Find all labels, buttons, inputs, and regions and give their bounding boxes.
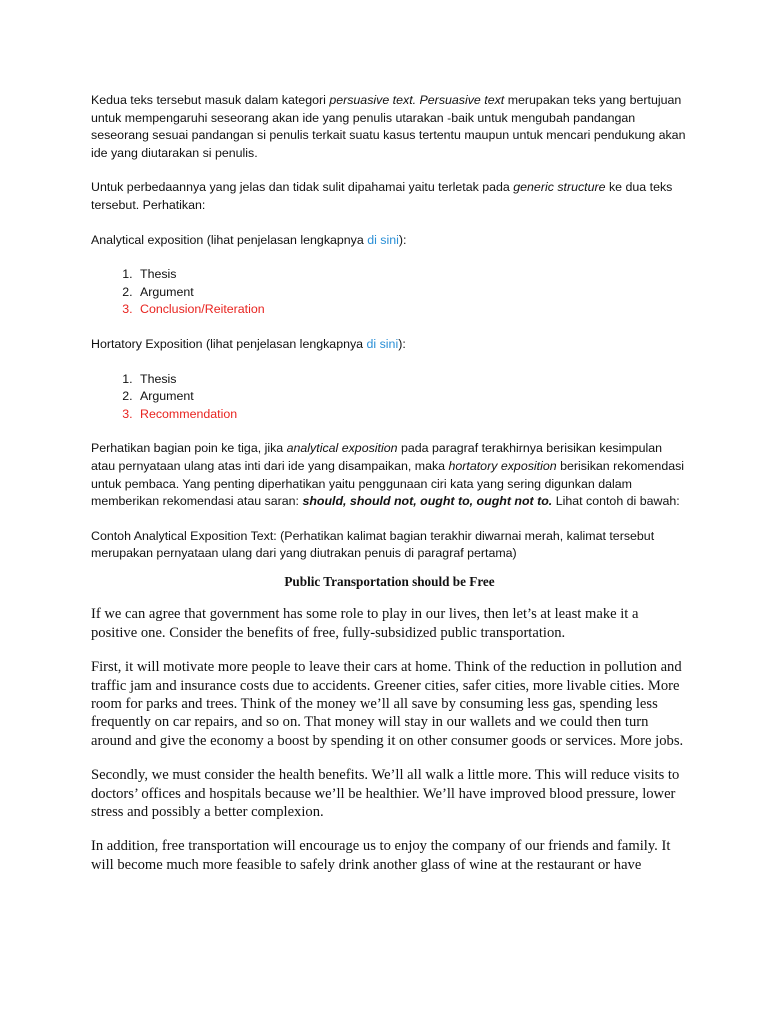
essay-paragraph: Secondly, we must consider the health benefits. We’ll all walk a little more. This will reduce visits to doctors’ offices and hospitals because we’ll be healthier. We’ll have improved blood pressure, lower stress and possibly a better complexion.: [91, 767, 680, 820]
italic-term: persuasive text. Persuasive text: [329, 93, 505, 107]
text-run: Perhatikan bagian poin ke tiga, jika: [91, 441, 287, 456]
hortatory-structure-list: [91, 371, 688, 424]
bold-italic-keywords: should, should not, ought to, ought not to.: [302, 494, 553, 509]
hortatory-intro: [91, 336, 688, 354]
text-run: Kedua teks tersebut masuk dalam kategori: [91, 93, 330, 107]
essay-title: Public Transportation should be Free: [284, 573, 495, 589]
text-run: merupakan teks yang bertujuan untuk mempengaruhi seseorang akan ide yang penulis utarakan -baik untuk mengubah pandangan seseorang sesuai pandangan si penulis terkait suatu kasus tertentu maupun untuk mencari pendukung akan ide yang diutarakan si penulis.: [91, 93, 686, 160]
list-item-highlighted: 3. Recommendation: [136, 406, 688, 424]
text-run: ke dua teks tersebut. Perhatikan:: [91, 180, 673, 212]
list-item: 2. Argument: [136, 388, 688, 406]
list-item: 1. Thesis: [136, 266, 688, 284]
analytical-link[interactable]: di sini: [367, 232, 399, 247]
list-item: 2. Argument: [136, 284, 688, 302]
essay-paragraph: First, it will motivate more people to leave their cars at home. Think of the reduction in pollution and traffic jam and insurance costs due to accidents. Greener cities, safer cities, more livable cities. More room for parks and trees. Think of the money we’ll all save by consuming less gas, spending less frequently on car repairs, and so on. That money will stay in our wallets and we could then turn around and give the economy a boost by spending it on other consumer goods or services. More jobs.: [91, 659, 684, 749]
text-run: Hortatory Exposition (lihat penjelasan lengkapnya: [91, 336, 367, 351]
structure-paragraph: [91, 179, 688, 214]
text-run: Untuk perbedaannya yang jelas dan tidak sulit dipahamai yaitu terletak pada: [91, 180, 514, 195]
essay-paragraph: If we can agree that government has some role to play in our lives, then let’s at least make it a positive one. Consider the benefits of free, fully-subsidized public transportation.: [91, 606, 639, 641]
italic-term: hortatory exposition: [448, 458, 557, 473]
list-item: 1. Thesis: [136, 371, 688, 389]
list-item-highlighted: 3. Conclusion/Reiteration: [136, 301, 688, 319]
italic-term: analytical exposition: [286, 441, 398, 456]
italic-term: generic structure: [513, 180, 606, 195]
comparison-paragraph: [91, 440, 688, 510]
analytical-structure-list: [91, 266, 688, 319]
text-run: pada paragraf terakhirnya berisikan kesimpulan atau pernyataan ulang atas inti dari ide yang disampaikan, maka: [91, 441, 663, 473]
text-run: berisikan rekomendasi untuk pembaca. Yang penting diperhatikan yaitu penggunaan ciri kata yang sering digunkan dalam memberikan rekomendasi atau saran:: [91, 458, 685, 509]
text-run: ):: [398, 336, 406, 351]
essay-paragraph: In addition, free transportation will encourage us to enjoy the company of our friends and family. It will become much more feasible to safely drink another glass of wine at the restaurant or have: [91, 838, 671, 873]
analytical-intro: [91, 232, 688, 250]
text-run: Analytical exposition (lihat penjelasan lengkapnya: [91, 232, 368, 247]
text-run: ):: [398, 232, 407, 247]
text-run: Lihat contoh di bawah:: [552, 494, 680, 509]
intro-paragraph: [91, 92, 688, 162]
hortatory-link[interactable]: di sini: [366, 336, 399, 351]
example-intro: Contoh Analytical Exposition Text: (Perhatikan kalimat bagian terakhir diwarnai merah, kalimat tersebut merupakan pernyataan ulang dari yang diutrakan penuis di paragraf pertama): [91, 528, 655, 561]
